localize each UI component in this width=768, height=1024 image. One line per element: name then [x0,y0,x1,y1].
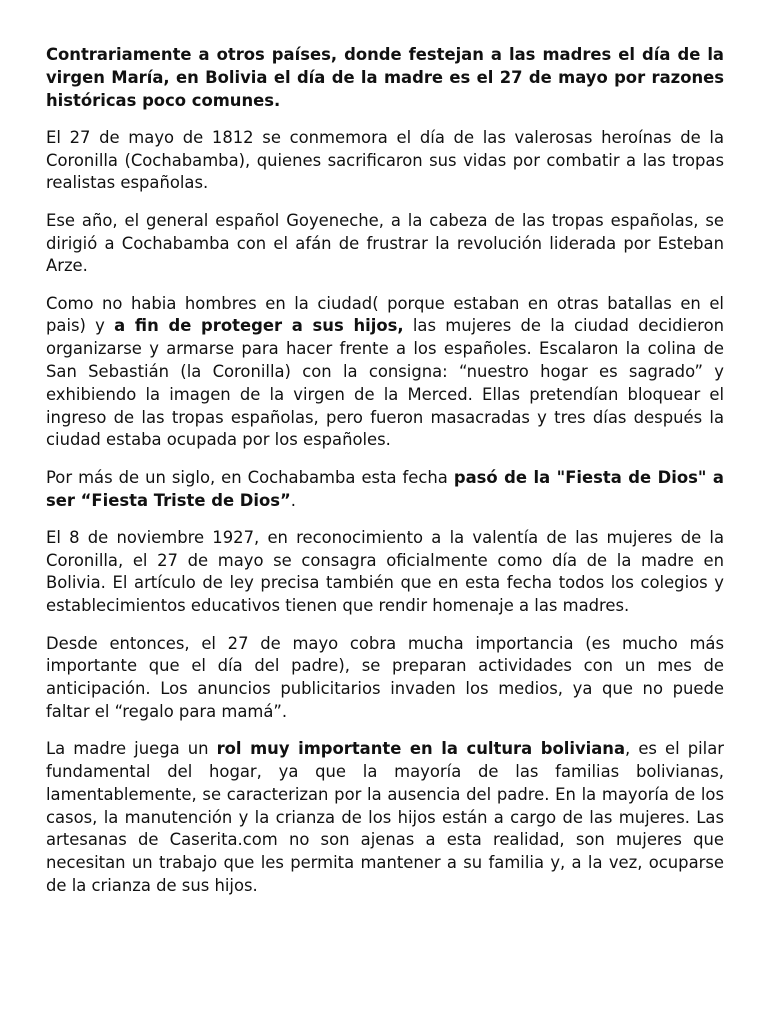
culture-text-start: La madre juega un [46,739,217,759]
culture-bold-text: rol muy importante en la cultura boliviana [216,739,626,759]
law-paragraph: El 8 de noviembre 1927, en reconocimiento a la valentía de las mujeres de la Coronilla, el 27 de mayo se consagra oficialmente como día de la madre en Bolivia. El artículo de ley precisa también que en esta fecha todos los colegios y establecimientos educativos tienen que rendir homenaje a las madres. [46,527,724,616]
document-page [46,44,724,912]
coronilla-text-end: las mujeres de la ciudad decidieron organizarse y armarse para hacer frente a los españoles. Escalaron la colina de San Sebastián (la Coronilla) con la consigna: “nuestro hogar es sagrado” y exhibiendo la imagen de la virgen de la Merced. Ellas pretendían bloquear el ingreso de las tropas españolas, pero fueron masacradas y tres días después la ciudad estaba ocupada por los españoles. [46,316,724,450]
fiesta-bold-text: pasó de la "Fiesta de Dios" a ser “Fiesta Triste de Dios” [46,467,724,510]
coronilla-paragraph [46,293,724,453]
history-paragraph: El 27 de mayo de 1812 se conmemora el día de las valerosas heroínas de la Coronilla (Cochabamba), quienes sacrificaron sus vidas por combatir a las tropas realistas españolas. [46,127,724,193]
fiesta-text-end: . [290,490,297,510]
coronilla-text-start: Como no habia hombres en la ciudad( porque estaban en otras batallas en el pais) y [46,293,724,336]
importance-paragraph: Desde entonces, el 27 de mayo cobra mucha importancia (es mucho más importante que el día del padre), se preparan actividades con un mes de anticipación. Los anuncios publicitarios invaden los medios, ya que no puede faltar el “regalo para mamá”. [46,633,724,721]
fiesta-paragraph [46,467,724,513]
intro-bold-text: Contrariamente a otros países, donde festejan a las madres el día de la virgen María, en Bolivia el día de la madre es el 27 de mayo por razones históricas poco comunes. [46,45,724,110]
coronilla-bold-text: a fin de proteger a sus hijos, [114,316,404,336]
culture-text-end: , es el pilar fundamental del hogar, ya que la mayoría de las familias bolivianas, lamentablemente, se caracterizan por la ausencia del padre. En la mayoría de los casos, la manutención y la crianza de los hijos están a cargo de las mujeres. Las artesanas de Caserita.com no son ajenas a esta realidad, son mujeres que necesitan un trabajo que les permita mantener a su familia y, a la vez, ocuparse de la crianza de sus hijos. [46,739,725,895]
intro-paragraph [46,44,724,112]
goyeneche-paragraph: Ese año, el general español Goyeneche, a la cabeza de las tropas españolas, se dirigió a Cochabamba con el afán de frustrar la revolución liderada por Esteban Arze. [46,210,724,276]
culture-paragraph [46,738,724,898]
fiesta-text-start: Por más de un siglo, en Cochabamba esta fecha [46,467,454,487]
